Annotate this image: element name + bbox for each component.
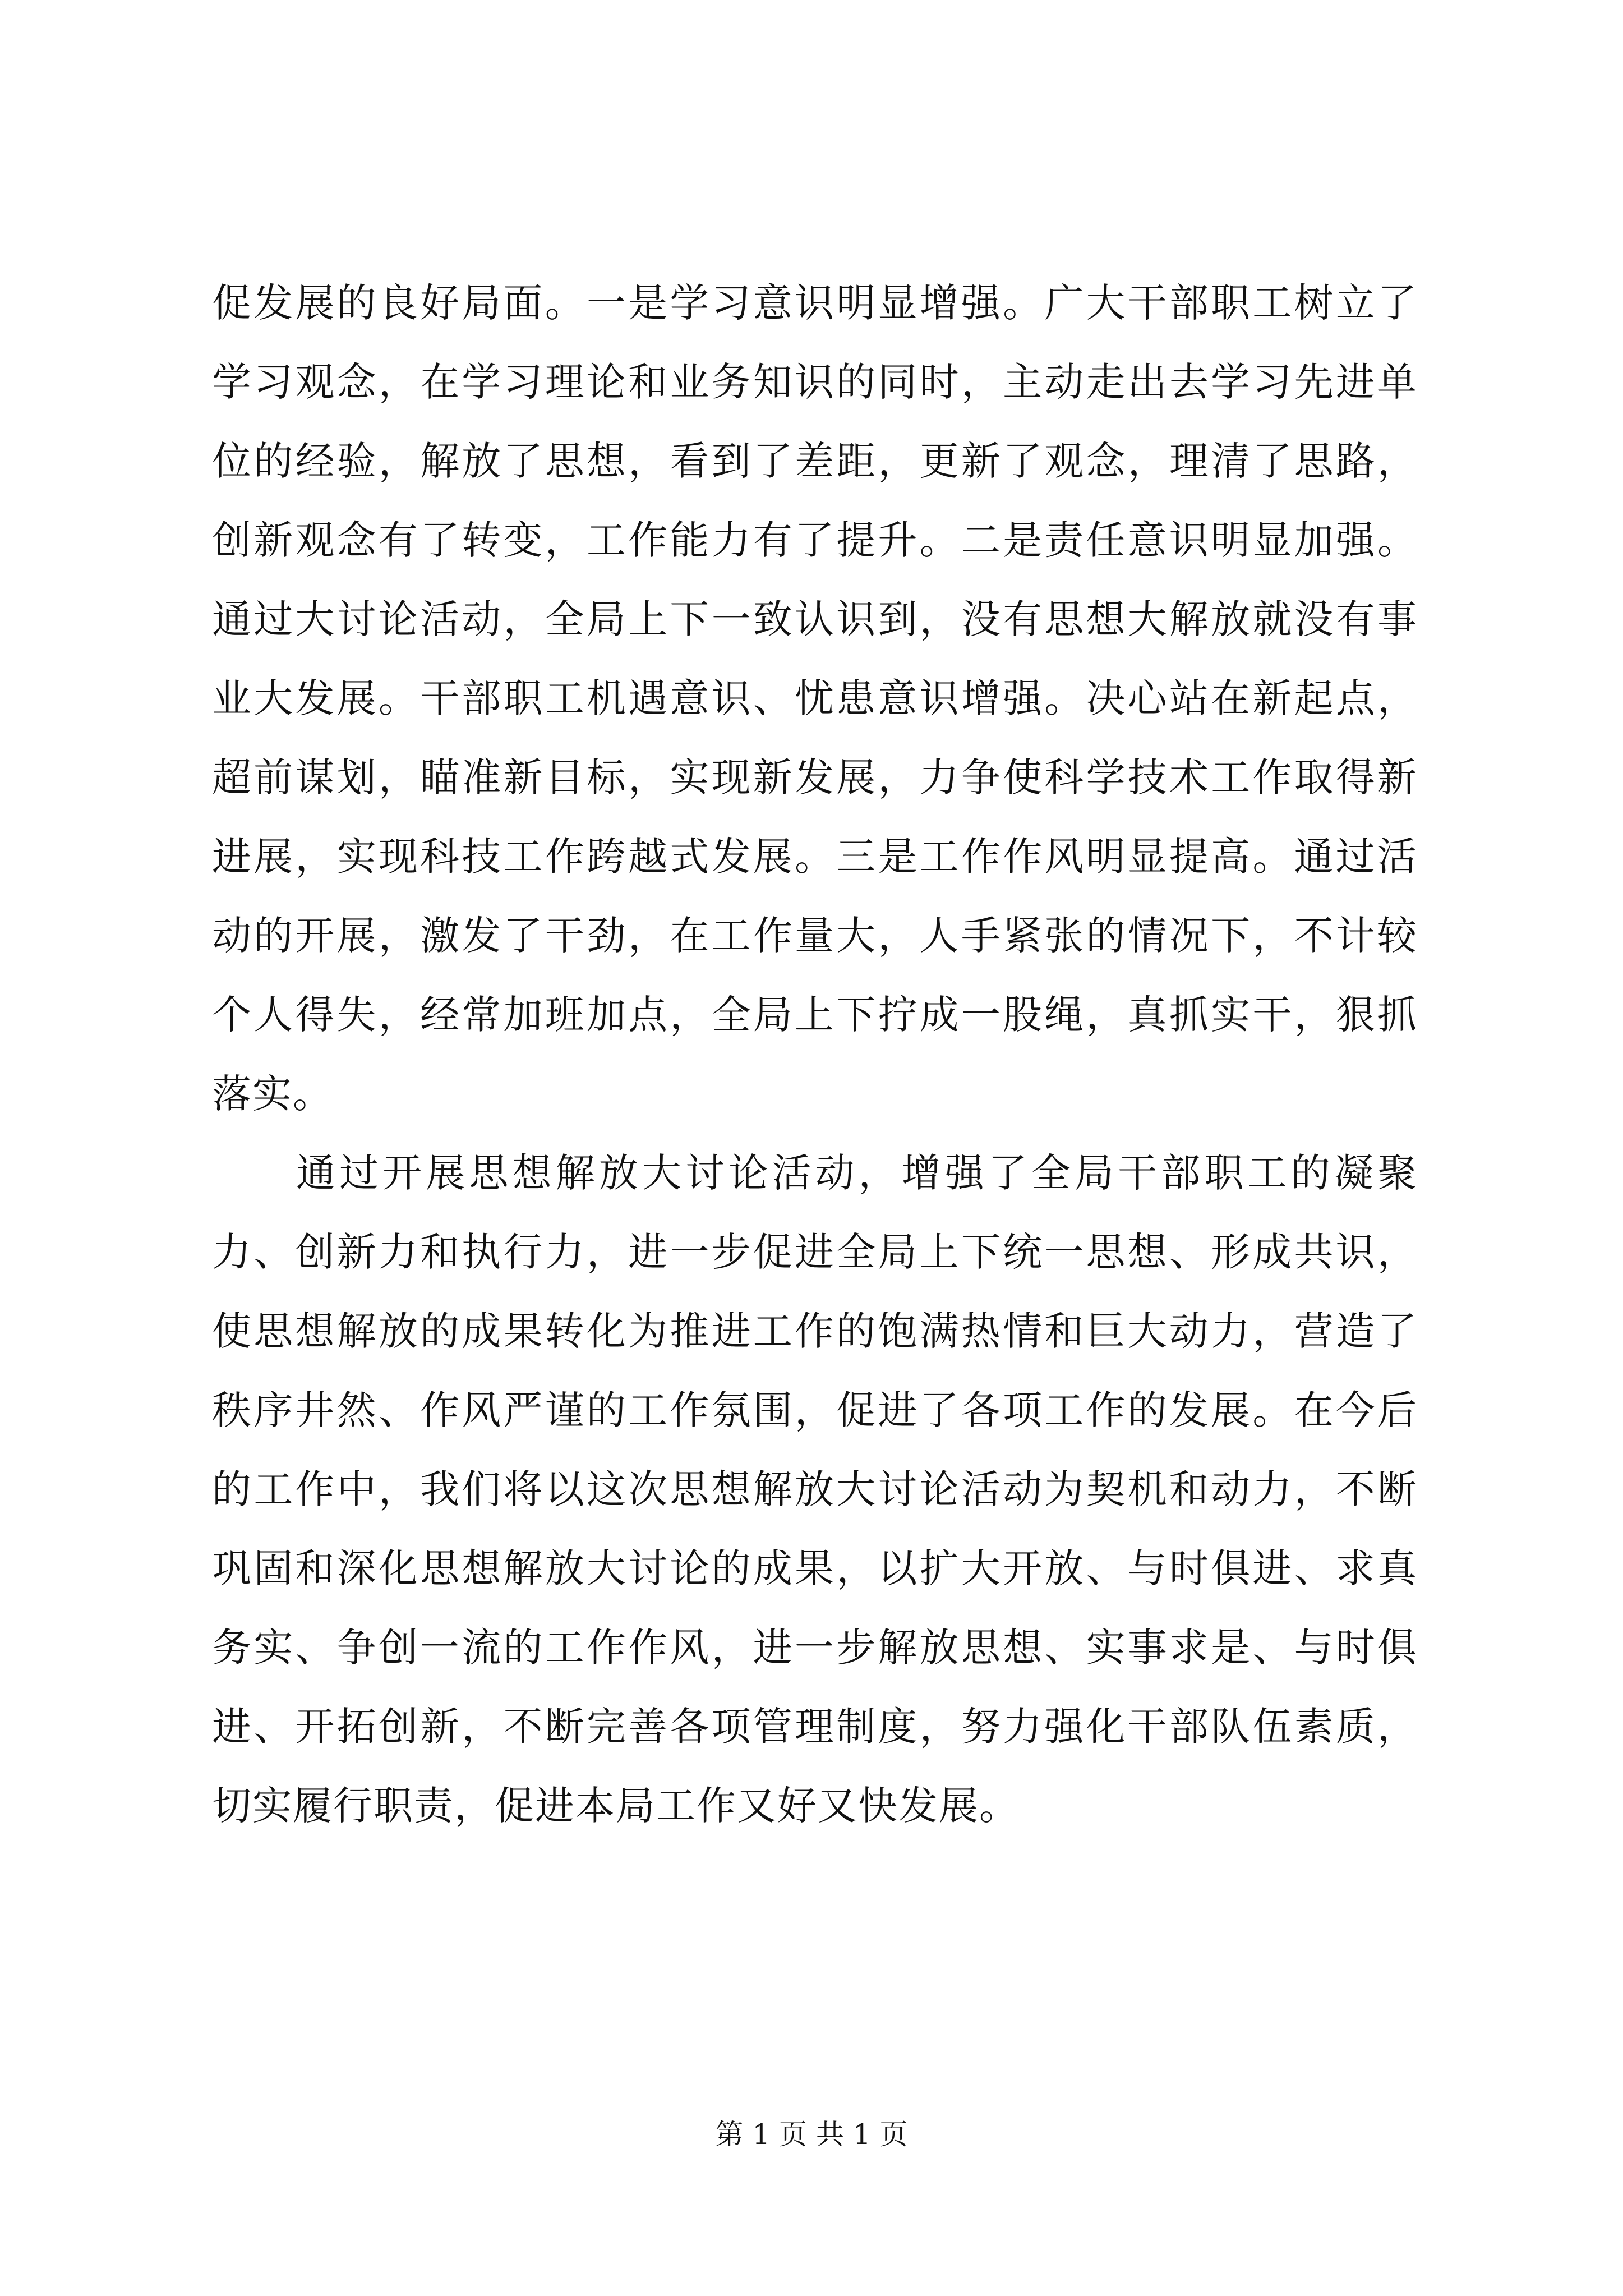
document-body [212,264,1418,1846]
page-footer: 第 1 页 共 1 页 [715,2118,908,2151]
paragraph-conclusion: 通过开展思想解放大讨论活动，增强了全局干部职工的凝聚力、创新力和执行力，进一步促进全局上下统一思想、形成共识，使思想解放的成果转化为推进工作的饱满热情和巨大动力，营造了秩序井然、作风严谨的工作氛围，促进了各项工作的发展。在今后的工作中，我们将以这次思想解放大讨论活动为契机和动力，不断巩固和深化思想解放大讨论的成果，以扩大开放、与时俱进、求真务实、争创一流的工作作风，进一步解放思想、实事求是、与时俱进、开拓创新，不断完善各项管理制度，努力强化干部队伍素质，切实履行职责，促进本局工作又好又快发展。 [212,1150,1418,1829]
paragraph-continued: 促发展的良好局面。一是学习意识明显增强。广大干部职工树立了学习观念，在学习理论和业务知识的同时，主动走出去学习先进单位的经验，解放了思想，看到了差距，更新了观念，理清了思路，创新观念有了转变，工作能力有了提升。二是责任意识明显加强。通过大讨论活动，全局上下一致认识到，没有思想大解放就没有事业大发展。干部职工机遇意识、忧患意识增强。决心站在新起点，超前谋划，瞄准新目标，实现新发展，力争使科学技术工作取得新进展，实现科技工作跨越式发展。三是工作作风明显提高。通过活动的开展，激发了干劲，在工作量大，人手紧张的情况下，不计较个人得失，经常加班加点，全局上下拧成一股绳，真抓实干，狠抓落实。 [212,280,1418,1117]
